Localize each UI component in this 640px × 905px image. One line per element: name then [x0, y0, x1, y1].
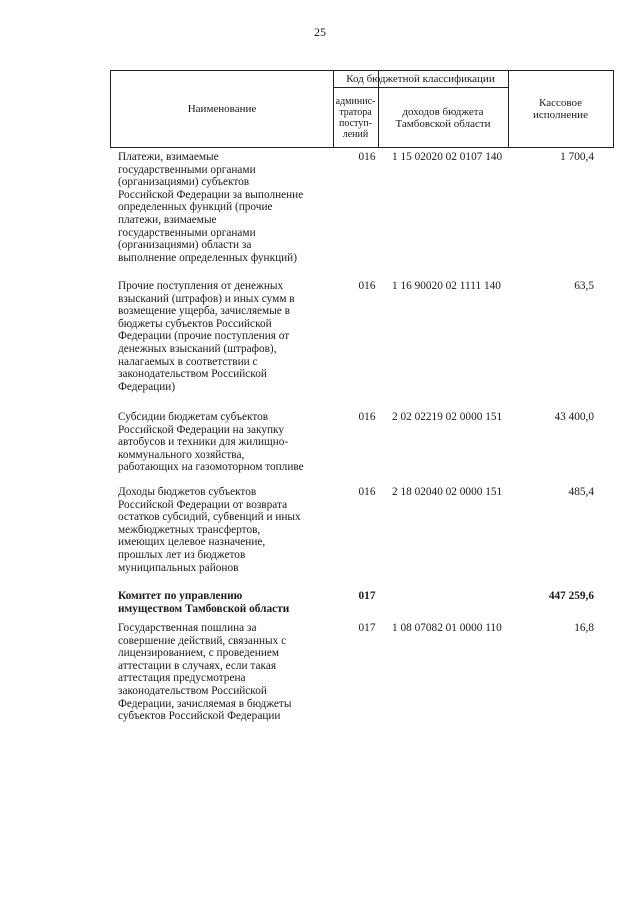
row-name-line: Комитет по управлению	[118, 590, 243, 602]
row-name-line: коммунального хозяйства,	[118, 448, 245, 461]
header-execution-line: Кассовое	[539, 97, 582, 109]
row-name-line: имеющих целевое назначение,	[118, 536, 266, 549]
row-name-line: законодательством Российской	[118, 368, 267, 381]
row-name-line: Платежи, взимаемые	[118, 151, 219, 163]
row-name-line: имуществом Тамбовской области	[118, 602, 290, 615]
row-admin-code: 017	[358, 622, 376, 634]
row-name-line: (организациями) области за	[118, 239, 252, 252]
row-name-line: межбюджетных трансфертов,	[118, 523, 261, 536]
row-name-line: лицензированием, с проведением	[118, 647, 280, 660]
header-execution	[508, 71, 613, 147]
row-amount: 1 700,4	[560, 151, 594, 163]
row-name-line: аттестации в случаях, если такая	[118, 659, 277, 672]
row-name-line: Субсидии бюджетам субъектов	[118, 411, 269, 423]
row-budget-code: 1 08 07082 01 0000 110	[392, 622, 502, 634]
page-number: 25	[314, 25, 326, 39]
row-amount: 43 400,0	[554, 411, 594, 423]
row-name-line: совершение действий, связанных с	[118, 634, 287, 647]
row-name-line: прошлых лет из бюджетов	[118, 548, 246, 561]
row-name	[118, 280, 330, 393]
header-income-line: Тамбовской области	[395, 117, 491, 130]
row-name-line: остатков субсидий, субвенций и иных	[118, 511, 301, 524]
header-income-line: доходов бюджета	[402, 105, 484, 118]
header-admin	[333, 88, 378, 147]
row-admin-code: 016	[358, 280, 376, 292]
row-name-line: Доходы бюджетов субъектов	[118, 486, 257, 498]
row-name-line: Государственная пошлина за	[118, 622, 257, 634]
row-name-line: Российской Федерации за выполнение	[118, 188, 304, 201]
row-budget-code: 1 16 90020 02 1111 140	[392, 280, 501, 292]
row-name-line: муниципальных районов	[118, 561, 239, 574]
row-budget-code: 2 02 02219 02 0000 151	[392, 411, 503, 423]
row-name	[118, 622, 330, 723]
row-admin-code: 016	[358, 486, 376, 498]
row-name-line: автобусов и техники для жилищно-	[118, 436, 289, 449]
row-admin-code: 017	[358, 590, 376, 602]
row-name	[118, 151, 330, 264]
row-amount: 63,5	[574, 280, 594, 292]
row-name-line: взысканий (штрафов) и иных сумм в	[118, 292, 295, 305]
row-name	[118, 411, 330, 474]
header-income	[378, 88, 508, 147]
header-admin-line: поступ-	[339, 117, 372, 129]
row-amount: 485,4	[568, 486, 594, 498]
row-name-line: работающих на газомоторном топливе	[118, 461, 304, 474]
row-name	[118, 486, 330, 574]
row-name-line: Федерации)	[118, 380, 176, 393]
row-name-line: налагаемых в соответствии с	[118, 355, 258, 368]
row-name-line: государственными органами	[118, 163, 256, 176]
row-budget-code: 2 18 02040 02 0000 151	[392, 486, 503, 498]
row-name-line: выполнение определенных функций)	[118, 251, 297, 264]
row-name-line: государственными органами	[118, 226, 256, 239]
row-budget-code: 1 15 02020 02 0107 140	[392, 151, 503, 163]
row-name-line: возмещение ущерба, зачисляемые в	[118, 305, 290, 318]
row-amount: 447 259,6	[548, 590, 594, 602]
header-execution-line: исполнение	[533, 109, 588, 121]
row-name-line: Прочие поступления от денежных	[118, 280, 284, 292]
row-amount: 16,8	[574, 622, 594, 634]
header-admin-line: лений	[342, 128, 369, 140]
row-name-line: аттестация предусмотрена	[118, 672, 246, 685]
row-name-line: определенных функций (прочие	[118, 201, 273, 214]
table-header	[110, 70, 614, 148]
row-admin-code: 016	[358, 151, 376, 163]
header-code-group: Код бюджетной классификации	[346, 73, 495, 85]
row-name-line: (организациями) субъектов	[118, 176, 250, 189]
header-admin-line: админис-	[335, 95, 376, 107]
row-name-line: Российской Федерации на закупку	[118, 423, 285, 436]
row-name-line: субъектов Российской Федерации	[118, 710, 281, 723]
row-name-line: Федерации, зачисляемая в бюджеты	[118, 697, 292, 710]
row-name-line: Федерации (прочие поступления от	[118, 330, 290, 343]
row-name-line: законодательством Российской	[118, 684, 267, 697]
row-admin-code: 016	[358, 411, 376, 423]
row-name-line: платежи, взимаемые	[118, 213, 217, 226]
row-name-line: Российской Федерации от возврата	[118, 498, 288, 511]
header-admin-line: тратора	[339, 106, 372, 118]
row-name-line: бюджеты субъектов Российской	[118, 317, 272, 330]
row-name	[118, 590, 330, 615]
row-name-line: денежных взысканий (штрафов),	[118, 342, 277, 355]
header-name: Наименование	[187, 103, 257, 115]
